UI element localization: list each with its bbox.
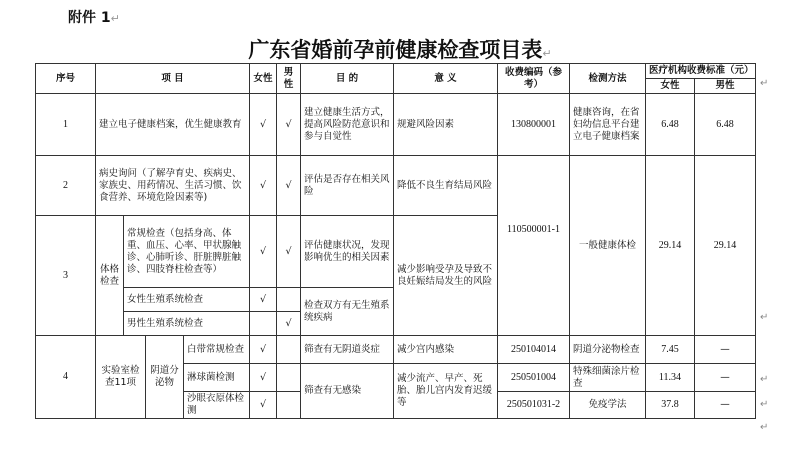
- fee-female: 37.8: [646, 392, 695, 419]
- table-row: [36, 156, 756, 216]
- header-fee-female: 女性: [646, 79, 695, 94]
- female-check: √: [250, 94, 277, 156]
- header-method: 检测方法: [570, 64, 646, 94]
- fee-female: 29.14: [646, 156, 695, 336]
- item-cell: 淋球菌检测: [184, 364, 250, 392]
- header-item: 项 目: [96, 64, 250, 94]
- item-cell: 建立电子健康档案，优生健康教育: [96, 94, 250, 156]
- item-cell: 病史询问（了解孕育史、疾病史、家族史、用药情况、生活习惯、饮食营养、环境危险因素等): [96, 156, 250, 216]
- male-check: √: [277, 312, 301, 336]
- female-check: √: [250, 288, 277, 312]
- header-no: 序号: [36, 64, 96, 94]
- purpose-cell: 评估是否存在相关风险: [301, 156, 394, 216]
- code-cell: 250501031-2: [498, 392, 570, 419]
- method-cell: 免疫学法: [570, 392, 646, 419]
- fee-female: 7.45: [646, 336, 695, 364]
- table-row: [36, 336, 756, 364]
- row-number: 4: [36, 336, 96, 419]
- purpose-cell: 筛查有无感染: [301, 364, 394, 419]
- header-fee-standard: 医疗机构收费标准（元）: [646, 64, 756, 79]
- table-row: [36, 94, 756, 156]
- group-cell: 实验室检查11项: [96, 336, 146, 419]
- row-number: 3: [36, 216, 96, 336]
- female-check: √: [250, 156, 277, 216]
- male-check: √: [277, 216, 301, 288]
- attachment-label: 附件 1↵: [68, 10, 120, 26]
- fee-female: 11.34: [646, 364, 695, 392]
- paragraph-mark: ↵: [760, 374, 769, 385]
- item-cell: 白带常规检查: [184, 336, 250, 364]
- row-number: 1: [36, 94, 96, 156]
- purpose-cell: 评估健康状况，发现影响优生的相关因素: [301, 216, 394, 288]
- row-number: 2: [36, 156, 96, 216]
- header-fee-male: 男性: [695, 79, 756, 94]
- meaning-cell: 减少流产、早产、死胎、胎儿宫内发育迟缓等: [394, 364, 498, 419]
- page-title: 广东省婚前孕前健康检查项目表↵: [248, 38, 552, 62]
- header-code: 收费编码（参考）: [498, 64, 570, 94]
- male-check: √: [277, 156, 301, 216]
- meaning-cell: 规避风险因素: [394, 94, 498, 156]
- paragraph-mark: ↵: [760, 399, 769, 410]
- fee-male: 29.14: [695, 156, 756, 336]
- method-cell: 阴道分泌物检查: [570, 336, 646, 364]
- meaning-cell: 减少宫内感染: [394, 336, 498, 364]
- item-cell: 常规检查（包括身高、体重、血压、心率、甲状腺触诊、心肺听诊、肝脏脾脏触诊、四肢脊柱检查等）: [124, 216, 250, 288]
- female-check: √: [250, 336, 277, 364]
- meaning-cell: 减少影响受孕及导致不良妊娠结局发生的风险: [394, 216, 498, 336]
- exam-table: [35, 63, 756, 419]
- subgroup-cell: 阴道分泌物: [146, 336, 184, 419]
- paragraph-mark: ↵: [760, 422, 769, 433]
- header-female: 女性: [250, 64, 277, 94]
- meaning-cell: 降低不良生育结局风险: [394, 156, 498, 216]
- method-cell: 特殊细菌涂片检查: [570, 364, 646, 392]
- header-male: 男性: [277, 64, 301, 94]
- fee-male: —: [695, 392, 756, 419]
- female-check: √: [250, 364, 277, 392]
- female-check: √: [250, 392, 277, 419]
- method-cell: 一般健康体检: [570, 156, 646, 336]
- purpose-cell: 检查双方有无生殖系统疾病: [301, 288, 394, 336]
- code-cell: 250501004: [498, 364, 570, 392]
- group-cell: 体格检查: [96, 216, 124, 336]
- purpose-cell: 筛查有无阴道炎症: [301, 336, 394, 364]
- purpose-cell: 建立健康生活方式，提高风险防范意识和参与自觉性: [301, 94, 394, 156]
- item-cell: 女性生殖系统检查: [124, 288, 250, 312]
- fee-male: 6.48: [695, 94, 756, 156]
- fee-male: —: [695, 336, 756, 364]
- code-cell: 110500001-1: [498, 156, 570, 336]
- paragraph-mark: ↵: [760, 78, 769, 89]
- header-meaning: 意 义: [394, 64, 498, 94]
- code-cell: 130800001: [498, 94, 570, 156]
- item-cell: 男性生殖系统检查: [124, 312, 250, 336]
- code-cell: 250104014: [498, 336, 570, 364]
- paragraph-mark: ↵: [760, 312, 769, 323]
- male-check: √: [277, 94, 301, 156]
- fee-female: 6.48: [646, 94, 695, 156]
- fee-male: —: [695, 364, 756, 392]
- female-check: √: [250, 216, 277, 288]
- item-cell: 沙眼衣原体检测: [184, 392, 250, 419]
- header-purpose: 目 的: [301, 64, 394, 94]
- method-cell: 健康咨询，在省妇幼信息平台建立电子健康档案: [570, 94, 646, 156]
